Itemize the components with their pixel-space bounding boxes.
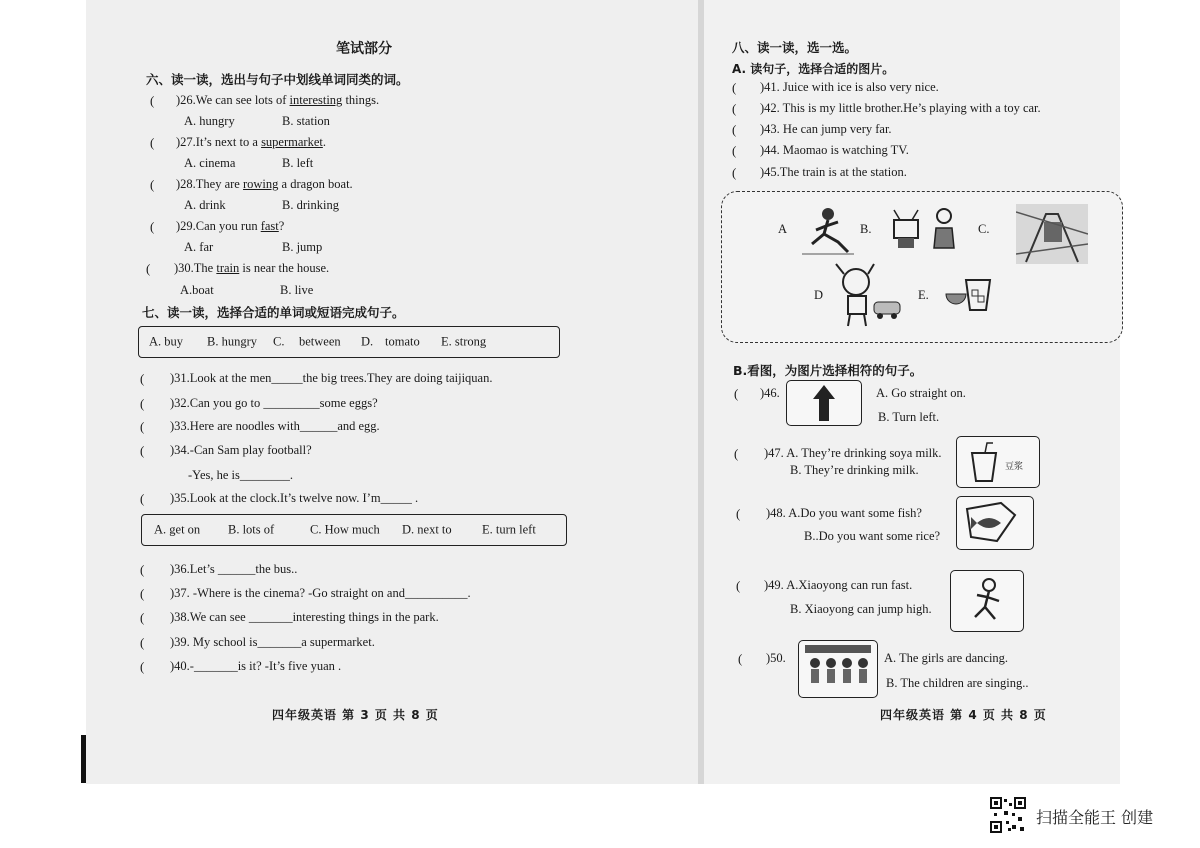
answer-paren: ( (150, 177, 155, 192)
question-34-reply: -Yes, he is________. (188, 468, 293, 482)
answer-paren: ( (150, 135, 155, 150)
option-b: B. The children are singing.. (886, 676, 1029, 690)
option-b: B. left (282, 156, 314, 170)
answer-paren: ( (732, 143, 737, 158)
question-34: )34.-Can Sam play football? (170, 443, 312, 457)
question-45: )45.The train is at the station. (760, 165, 907, 179)
page-title: 笔试部分 (336, 41, 392, 57)
arrow-sign-image (786, 380, 862, 426)
answer-paren: ( (140, 586, 145, 601)
option-b: B. They’re drinking milk. (790, 463, 919, 477)
word-bank-1 (138, 326, 560, 358)
answer-paren: ( (732, 101, 737, 116)
option-b: B. Turn left. (878, 410, 940, 424)
question-28: )28.They are rowing a dragon boat. (176, 177, 353, 191)
option-a: A. The girls are dancing. (884, 651, 1009, 665)
scan-edge-mark (81, 735, 86, 783)
answer-paren: ( (140, 396, 145, 411)
answer-paren: ( (736, 506, 741, 521)
watching-tv-image (886, 206, 966, 254)
option-b: B. live (280, 283, 314, 297)
up-arrow-icon (787, 381, 861, 425)
question-49: )49. A.Xiaoyong can run fast. (764, 578, 913, 592)
page-footer-right: 四年级英语 第 4 页 共 8 页 (880, 708, 1047, 722)
word-option: E. turn left (482, 522, 536, 537)
option-b: B. Xiaoyong can jump high. (790, 602, 932, 616)
section8-heading: 八、读一读，选一选。 (732, 40, 858, 55)
word-option: B. lots of (228, 522, 275, 537)
question-33: )33.Here are noodles with______and egg. (170, 419, 380, 433)
question-43: )43. He can jump very far. (760, 122, 892, 136)
word-option: C. (273, 334, 285, 349)
children-singing-image (798, 640, 878, 698)
question-32: )32.Can you go to _________some eggs? (170, 396, 378, 410)
question-29: )29.Can you run fast? (176, 219, 285, 233)
question-40: )40.-_______is it? -It’s five yuan . (170, 659, 342, 673)
answer-paren: ( (732, 80, 737, 95)
word-option: C. How much (310, 522, 380, 537)
question-38: )38.We can see _______interesting things in the park. (170, 610, 439, 624)
word-option: B. hungry (207, 334, 257, 349)
question-31: )31.Look at the men_____the big trees.They are doing taijiquan. (170, 371, 493, 385)
qr-code-icon (990, 797, 1026, 833)
partB-heading: B.看图，为图片选择相符的句子。 (733, 363, 923, 378)
boy-with-toy-car-image (834, 260, 906, 330)
fish-icon (957, 497, 1033, 549)
answer-paren: ( (732, 165, 737, 180)
answer-paren: ( (140, 419, 145, 434)
question-39: )39. My school is_______a supermarket. (170, 635, 375, 649)
question-36: )36.Let’s ______the bus.. (170, 562, 298, 576)
question-50: )50. (766, 651, 786, 665)
answer-paren: ( (140, 635, 145, 650)
option-b: B. drinking (282, 198, 339, 212)
option-b: B..Do you want some rice? (804, 529, 941, 543)
question-37: )37. -Where is the cinema? -Go straight on and__________. (170, 586, 471, 600)
answer-paren: ( (734, 446, 739, 461)
word-option: A. get on (154, 522, 201, 537)
pic-label-c: C. (978, 222, 990, 236)
word-option: tomato (385, 334, 420, 349)
answer-paren: ( (150, 219, 155, 234)
option-b: B. jump (282, 240, 323, 254)
pic-label-a: A (778, 222, 788, 236)
word-option: E. strong (441, 334, 487, 349)
answer-paren: ( (732, 122, 737, 137)
answer-paren: ( (140, 491, 145, 506)
question-27: )27.It’s next to a supermarket. (176, 135, 326, 149)
question-42: )42. This is my little brother.He’s playing with a toy car. (760, 101, 1041, 115)
runner-icon (951, 571, 1023, 631)
jumping-boy-image (798, 204, 858, 258)
answer-paren: ( (734, 386, 739, 401)
soya-milk-label: 豆浆 (1005, 461, 1024, 471)
question-48: )48. A.Do you want some fish? (766, 506, 922, 520)
option-b: B. station (282, 114, 330, 128)
pic-label-b: B. (860, 222, 872, 236)
answer-paren: ( (140, 443, 145, 458)
answer-paren: ( (140, 371, 145, 386)
juice-with-ice-image (944, 274, 994, 314)
answer-paren: ( (140, 610, 145, 625)
page-footer-left: 四年级英语 第 3 页 共 8 页 (272, 708, 439, 722)
word-option: between (299, 334, 341, 349)
option-a: A. hungry (184, 114, 235, 128)
section6-heading: 六、读一读，选出与句子中划线单词同类的词。 (146, 72, 409, 87)
question-30: )30.The train is near the house. (174, 261, 330, 275)
cup-icon (969, 441, 999, 483)
running-boy-image (950, 570, 1024, 632)
word-option: D. next to (402, 522, 452, 537)
answer-paren: ( (146, 261, 151, 276)
partA-heading: A. 读句子，选择合适的图片。 (732, 62, 895, 76)
answer-paren: ( (738, 651, 743, 666)
word-option: A. buy (149, 334, 184, 349)
option-a: A. Go straight on. (876, 386, 966, 400)
answer-paren: ( (736, 578, 741, 593)
question-41: )41. Juice with ice is also very nice. (760, 80, 939, 94)
picture-panel (721, 191, 1123, 343)
answer-paren: ( (140, 562, 145, 577)
question-46: )46. (760, 386, 780, 400)
fish-image (956, 496, 1034, 550)
answer-paren: ( (140, 659, 145, 674)
children-group-icon (799, 641, 877, 697)
answer-paren: ( (150, 93, 155, 108)
option-a: A. drink (184, 198, 226, 212)
word-bank-2 (141, 514, 567, 546)
question-47: )47. A. They’re drinking soya milk. (764, 446, 942, 460)
pic-label-d: D (814, 288, 824, 302)
pic-label-e: E. (918, 288, 929, 302)
question-35: )35.Look at the clock.It’s twelve now. I’m_____ . (170, 491, 419, 505)
option-a: A. cinema (184, 156, 236, 170)
train-station-image (1016, 204, 1088, 264)
soya-milk-image (956, 436, 1040, 488)
question-26: )26.We can see lots of interesting things. (176, 93, 380, 107)
question-44: )44. Maomao is watching TV. (760, 143, 909, 157)
section7-heading: 七、读一读，选择合适的单词或短语完成句子。 (142, 305, 405, 320)
word-option: D. (361, 334, 374, 349)
option-a: A.boat (180, 283, 214, 297)
option-a: A. far (184, 240, 214, 254)
scanner-watermark: 扫描全能王 创建 (1036, 808, 1154, 827)
